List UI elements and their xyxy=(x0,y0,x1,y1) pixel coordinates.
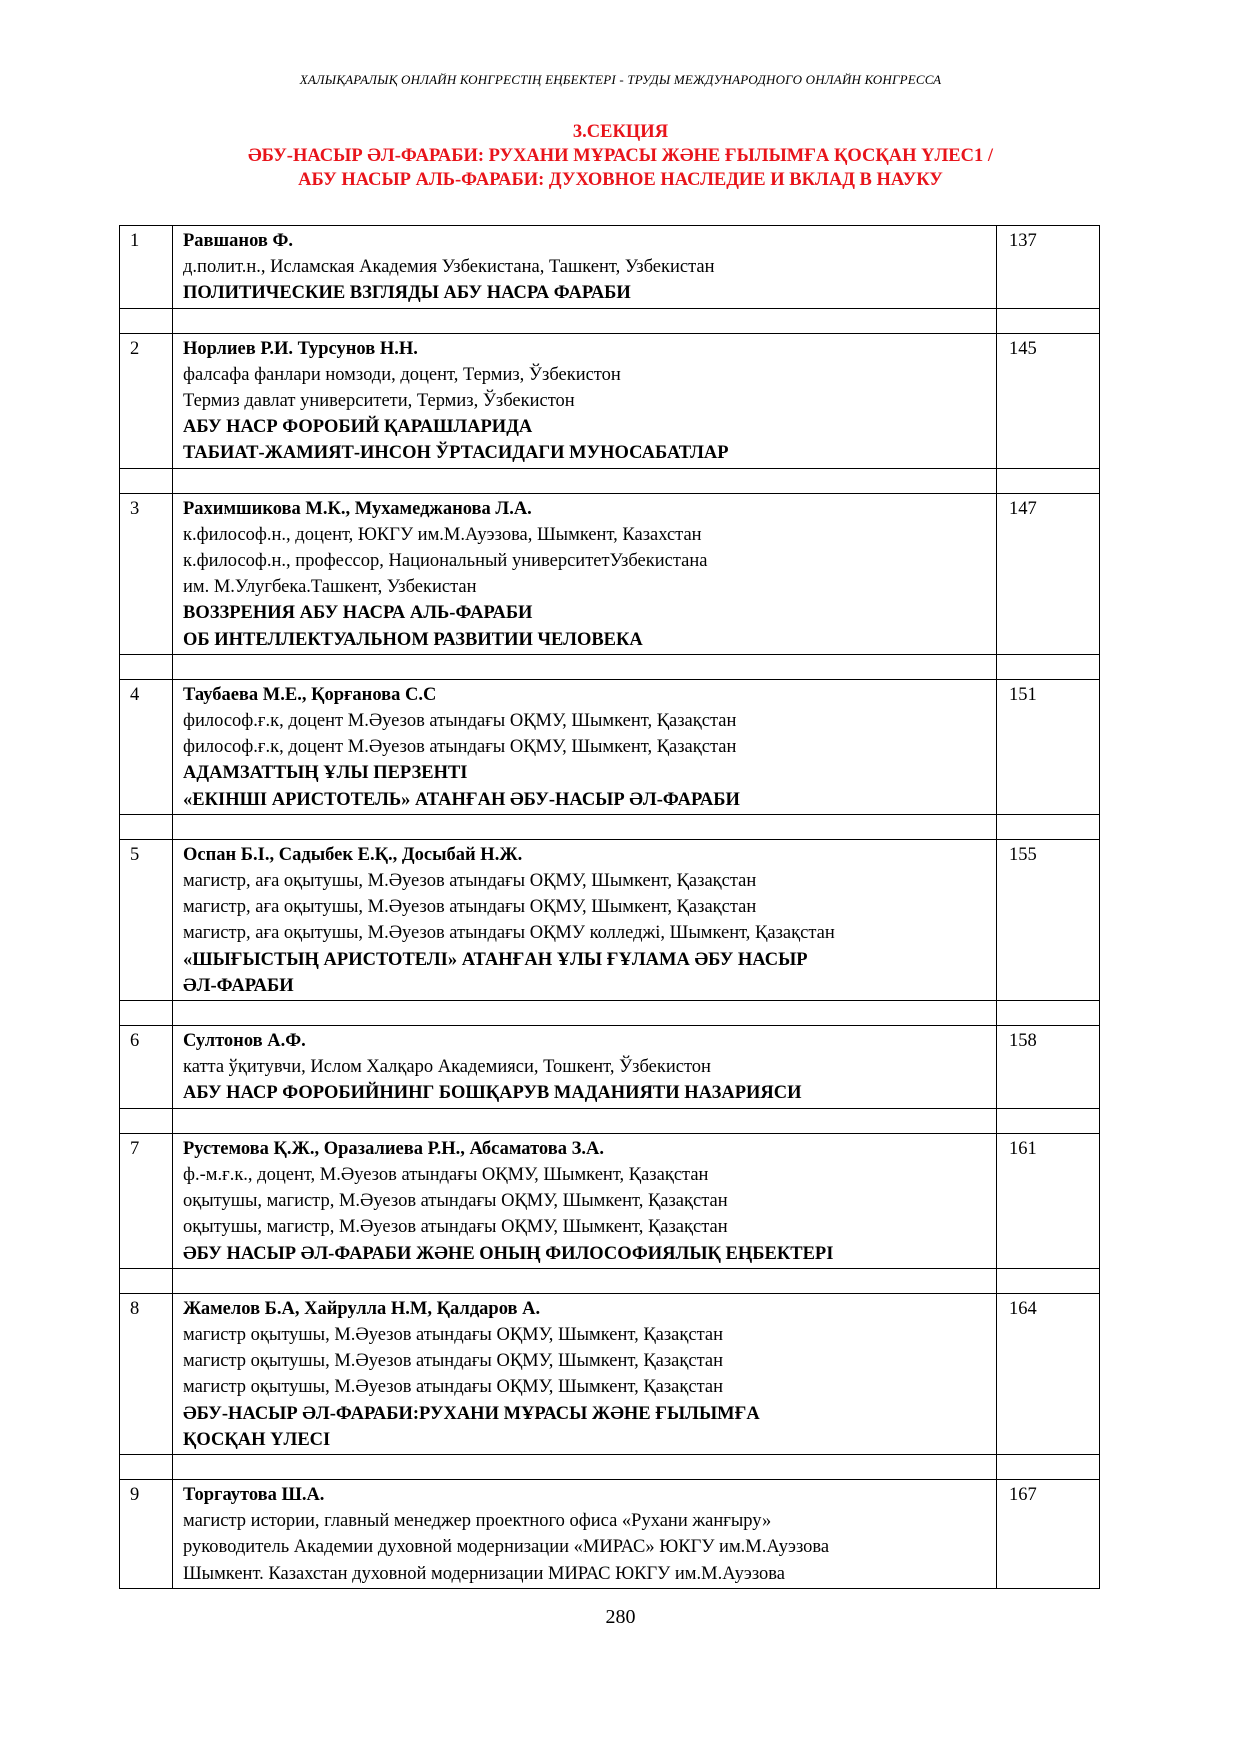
entry-page: 145 xyxy=(997,333,1100,468)
entry-title: ТАБИАТ-ЖАМИЯТ-ИНСОН ЎРТАСИДАГИ МУНОСАБАТЛАР xyxy=(183,443,729,464)
spacer-cell xyxy=(173,654,997,679)
entry-affiliation: философ.ғ.к, доцент М.Әуезов атындағы ОҚМУ, Шымкент, Қазақстан xyxy=(183,737,737,758)
entry-title: «ЕКІНШІ АРИСТОТЕЛЬ» АТАНҒАН ӘБУ-НАСЫР ӘЛ-ФАРАБИ xyxy=(183,789,740,810)
entry-affiliation: магистр истории, главный менеджер проектного офиса «Рухани жанғыру» xyxy=(183,1511,772,1532)
entry-affiliation: магистр оқытушы, М.Әуезов атындағы ОҚМУ, Шымкент, Қазақстан xyxy=(183,1324,724,1345)
spacer-cell xyxy=(173,308,997,333)
entry-page: 151 xyxy=(997,679,1100,814)
entry-number: 9 xyxy=(120,1479,173,1588)
spacer-cell xyxy=(120,1001,173,1026)
spacer-row xyxy=(120,1454,1100,1479)
spacer-cell xyxy=(173,1108,997,1133)
table-row xyxy=(120,1293,1100,1454)
entry-authors: Рахимшикова М.К., Мухамеджанова Л.А. xyxy=(183,498,532,519)
page-number: 280 xyxy=(605,1606,636,1628)
entry-affiliation: философ.ғ.к, доцент М.Әуезов атындағы ОҚМУ, Шымкент, Қазақстан xyxy=(183,711,737,732)
entry-authors: Таубаева М.Е., Қорғанова С.С xyxy=(183,684,437,705)
spacer-row xyxy=(120,654,1100,679)
spacer-cell xyxy=(173,1268,997,1293)
entry-body xyxy=(173,1026,997,1109)
entry-page: 155 xyxy=(997,839,1100,1000)
entry-authors: Торгаутова Ш.А. xyxy=(183,1484,325,1505)
entry-title: ӘБУ-НАСЫР ӘЛ-ФАРАБИ:РУХАНИ МҰРАСЫ ЖӘНЕ ҒЫЛЫМҒА xyxy=(183,1403,760,1424)
entry-authors: Султонов А.Ф. xyxy=(183,1031,306,1052)
entry-title: «ШЫҒЫСТЫҢ АРИСТОТЕЛІ» АТАНҒАН ҰЛЫ ҒҰЛАМА ӘБУ НАСЫР xyxy=(183,949,808,970)
entry-title: ВОЗЗРЕНИЯ АБУ НАСРА АЛЬ-ФАРАБИ xyxy=(183,603,533,624)
spacer-cell xyxy=(120,308,173,333)
entry-authors: Жамелов Б.А, Хайрулла Н.М, Қалдаров А. xyxy=(183,1298,541,1319)
spacer-cell xyxy=(997,814,1100,839)
entry-title: АБУ НАСР ФОРОБИЙ ҚАРАШЛАРИДА xyxy=(183,417,533,438)
entry-affiliation: Термиз давлат университети, Термиз, Ўзбекистон xyxy=(183,391,575,412)
table-row xyxy=(120,333,1100,468)
spacer-row xyxy=(120,1001,1100,1026)
entry-page: 147 xyxy=(997,493,1100,654)
entry-affiliation: оқытушы, магистр, М.Әуезов атындағы ОҚМУ, Шымкент, Қазақстан xyxy=(183,1217,728,1238)
entry-affiliation: магистр, аға оқытушы, М.Әуезов атындағы ОҚМУ колледжі, Шымкент, Қазақстан xyxy=(183,923,835,944)
entry-affiliation: фалсафа фанлари номзоди, доцент, Термиз, Ўзбекистон xyxy=(183,364,621,385)
entry-affiliation: магистр, аға оқытушы, М.Әуезов атындағы ОҚМУ, Шымкент, Қазақстан xyxy=(183,897,757,918)
entry-title: ПОЛИТИЧЕСКИЕ ВЗГЛЯДЫ АБУ НАСРА ФАРАБИ xyxy=(183,283,631,304)
entry-body xyxy=(173,1293,997,1454)
entry-page: 164 xyxy=(997,1293,1100,1454)
entry-affiliation: магистр оқытушы, М.Әуезов атындағы ОҚМУ, Шымкент, Қазақстан xyxy=(183,1351,724,1372)
entry-number: 6 xyxy=(120,1026,173,1109)
entry-title: АДАМЗАТТЫҢ ҰЛЫ ПЕРЗЕНТІ xyxy=(183,763,468,784)
entry-affiliation: руководитель Академии духовной модернизации «МИРАС» ЮКГУ им.М.Ауэзова xyxy=(183,1537,830,1558)
spacer-cell xyxy=(997,1268,1100,1293)
section-number: 3.СЕКЦИЯ xyxy=(572,122,669,142)
spacer-cell xyxy=(120,814,173,839)
entry-number: 7 xyxy=(120,1133,173,1268)
table-row xyxy=(120,839,1100,1000)
spacer-cell xyxy=(120,468,173,493)
spacer-row xyxy=(120,468,1100,493)
entry-authors: Рустемова Қ.Ж., Оразалиева Р.Н., Абсаматова З.А. xyxy=(183,1138,604,1159)
spacer-cell xyxy=(997,1454,1100,1479)
entry-number: 4 xyxy=(120,679,173,814)
entry-body xyxy=(173,839,997,1000)
section-title-ru: АБУ НАСЫР АЛЬ-ФАРАБИ: ДУХОВНОЕ НАСЛЕДИЕ И ВКЛАД В НАУКУ xyxy=(298,170,943,190)
spacer-cell xyxy=(120,654,173,679)
spacer-cell xyxy=(997,1001,1100,1026)
entry-affiliation: к.философ.н., доцент, ЮКГУ им.М.Ауэзова, Шымкент, Казахстан xyxy=(183,524,702,545)
spacer-cell xyxy=(173,468,997,493)
spacer-cell xyxy=(120,1108,173,1133)
entry-title: ОБ ИНТЕЛЛЕКТУАЛЬНОМ РАЗВИТИИ ЧЕЛОВЕКА xyxy=(183,629,643,650)
section-title-kz: ӘБУ-НАСЫР ӘЛ-ФАРАБИ: РУХАНИ МҰРАСЫ ЖӘНЕ ҒЫЛЫМҒА ҚОСҚАН ҮЛЕС1 / xyxy=(247,146,993,166)
entry-page: 161 xyxy=(997,1133,1100,1268)
entry-authors: Оспан Б.І., Садыбек Е.Қ., Досыбай Н.Ж. xyxy=(183,844,523,865)
entry-affiliation: им. М.Улугбека.Ташкент, Узбекистан xyxy=(183,577,477,598)
spacer-cell xyxy=(997,1108,1100,1133)
spacer-cell xyxy=(997,654,1100,679)
table-row xyxy=(120,226,1100,309)
entry-affiliation: ф.-м.ғ.к., доцент, М.Әуезов атындағы ОҚМУ, Шымкент, Қазақстан xyxy=(183,1164,709,1185)
spacer-row xyxy=(120,1108,1100,1133)
spacer-cell xyxy=(120,1454,173,1479)
entry-number: 1 xyxy=(120,226,173,309)
entry-page: 137 xyxy=(997,226,1100,309)
entry-authors: Равшанов Ф. xyxy=(183,231,293,251)
entry-title: АБУ НАСР ФОРОБИЙНИНГ БОШҚАРУВ МАДАНИЯТИ НАЗАРИЯСИ xyxy=(183,1083,802,1104)
entry-affiliation: магистр, аға оқытушы, М.Әуезов атындағы ОҚМУ, Шымкент, Қазақстан xyxy=(183,871,757,892)
entry-title: ҚОСҚАН ҮЛЕСІ xyxy=(183,1429,331,1450)
spacer-row xyxy=(120,814,1100,839)
table-row xyxy=(120,493,1100,654)
spacer-cell xyxy=(120,1268,173,1293)
entry-body xyxy=(173,1479,997,1588)
contents-table xyxy=(119,225,1100,1589)
table-row xyxy=(120,1026,1100,1109)
section-heading xyxy=(0,120,1241,192)
entry-number: 5 xyxy=(120,839,173,1000)
spacer-row xyxy=(120,1268,1100,1293)
spacer-cell xyxy=(997,308,1100,333)
entry-affiliation: Шымкент. Казахстан духовной модернизации МИРАС ЮКГУ им.М.Ауэзова xyxy=(183,1563,785,1584)
spacer-cell xyxy=(173,1001,997,1026)
entry-affiliation: магистр оқытушы, М.Әуезов атындағы ОҚМУ, Шымкент, Қазақстан xyxy=(183,1377,724,1398)
entry-body xyxy=(173,226,997,309)
entry-authors: Норлиев Р.И. Турсунов Н.Н. xyxy=(183,338,418,359)
entry-affiliation: оқытушы, магистр, М.Әуезов атындағы ОҚМУ, Шымкент, Қазақстан xyxy=(183,1191,728,1212)
table-row xyxy=(120,1479,1100,1588)
entry-title: ӘЛ-ФАРАБИ xyxy=(183,975,294,996)
spacer-cell xyxy=(997,468,1100,493)
entry-affiliation: д.полит.н., Исламская Академия Узбекистана, Ташкент, Узбекистан xyxy=(183,257,715,278)
running-header: ХАЛЫҚАРАЛЫҚ ОНЛАЙН КОНГРЕСТІҢ ЕҢБЕКТЕРІ - ТРУДЫ МЕЖДУНАРОДНОГО ОНЛАЙН КОНГРЕССА xyxy=(299,72,942,87)
entry-number: 3 xyxy=(120,493,173,654)
entry-body xyxy=(173,333,997,468)
entry-number: 8 xyxy=(120,1293,173,1454)
spacer-cell xyxy=(173,814,997,839)
spacer-row xyxy=(120,308,1100,333)
entry-affiliation: катта ўқитувчи, Ислом Халқаро Академияси, Тошкент, Ўзбекистон xyxy=(183,1057,711,1078)
spacer-cell xyxy=(173,1454,997,1479)
entry-body xyxy=(173,679,997,814)
entry-title: ӘБУ НАСЫР ӘЛ-ФАРАБИ ЖӘНЕ ОНЫҢ ФИЛОСОФИЯЛЫҚ ЕҢБЕКТЕРІ xyxy=(183,1243,834,1264)
entry-page: 167 xyxy=(997,1479,1100,1588)
entry-number: 2 xyxy=(120,333,173,468)
entry-body xyxy=(173,1133,997,1268)
entry-body xyxy=(173,493,997,654)
table-row xyxy=(120,1133,1100,1268)
entry-affiliation: к.философ.н., профессор, Национальный университетУзбекистана xyxy=(183,551,708,572)
entry-page: 158 xyxy=(997,1026,1100,1109)
table-row xyxy=(120,679,1100,814)
